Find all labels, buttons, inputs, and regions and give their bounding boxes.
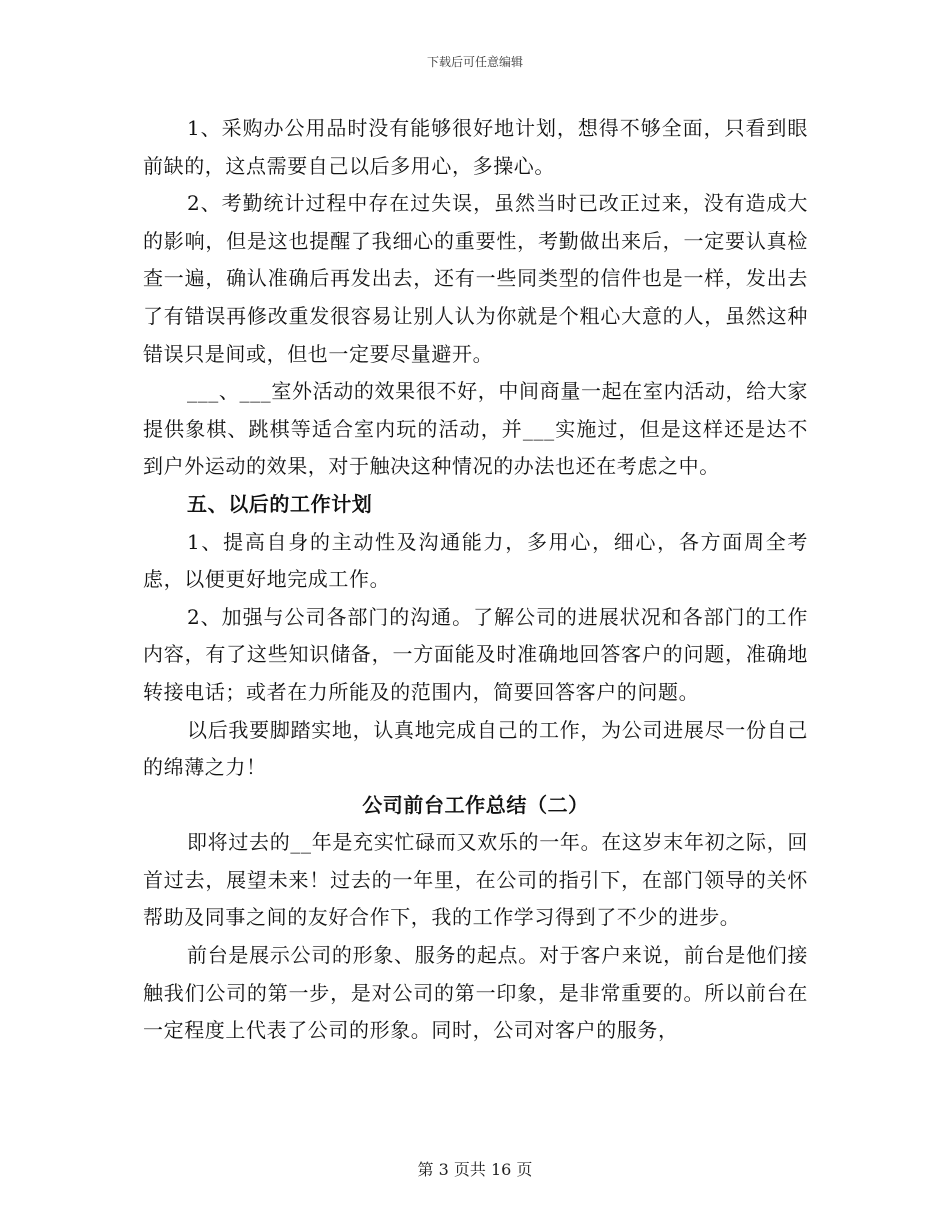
paragraph-initiative: 1、提高自身的主动性及沟通能力，多用心，细心，各方面周全考虑，以便更好地完成工作。: [143, 529, 808, 592]
heading-future-plan: 五、以后的工作计划: [187, 491, 373, 516]
page-footer: 第 3 页共 16 页: [417, 1160, 533, 1179]
paragraph-outdoor: ___、___室外活动的效果很不好，中间商量一起在室内活动，给大家提供象棋、跳棋等适合室内玩的活动，并___实施过，但是这样还是达不到户外运动的效果，对于触决这种情况的办法也还在考虑之中。: [143, 379, 808, 479]
paragraph-year-review: 即将过去的__年是充实忙碌而又欢乐的一年。在这岁末年初之际，回首过去，展望未来！过去的一年里，在公司的指引下，在部门领导的关怀帮助及同事之间的友好合作下，我的工作学习得到了不少的进步。: [143, 830, 808, 930]
paragraph-front-desk: 前台是展示公司的形象、服务的起点。对于客户来说，前台是他们接触我们公司的第一步，是对公司的第一印象，是非常重要的。所以前台在一定程度上代表了公司的形象。同时，公司对客户的服务，: [143, 943, 808, 1043]
paragraph-attendance: 2、考勤统计过程中存在过失误，虽然当时已改正过来，没有造成大的影响，但是这也提醒了我细心的重要性，考勤做出来后，一定要认真检查一遍，确认准确后再发出去，还有一些同类型的信件也是一样，发出去了有错误再修改重发很容易让别人认为你就是个粗心大意的人，虽然这种错误只是间或，但也一定要尽量避开。: [143, 191, 808, 366]
page-header: 下载后可任意编辑: [426, 55, 523, 69]
section-title: 公司前台工作总结（二）: [362, 792, 589, 817]
paragraph-purchase: 1、采购办公用品时没有能够很好地计划，想得不够全面，只看到眼前缺的，这点需要自己以后多用心，多操心。: [143, 116, 808, 178]
document-body: [143, 110, 808, 1050]
paragraph-commitment: 以后我要脚踏实地，认真地完成自己的工作，为公司进展尽一份自己的绵薄之力！: [143, 717, 808, 780]
paragraph-communication: 2、加强与公司各部门的沟通。了解公司的进展状况和各部门的工作内容，有了这些知识储备，一方面能及时准确地回答客户的问题，准确地转接电话；或者在力所能及的范围内，简要回答客户的问题。: [143, 604, 808, 704]
